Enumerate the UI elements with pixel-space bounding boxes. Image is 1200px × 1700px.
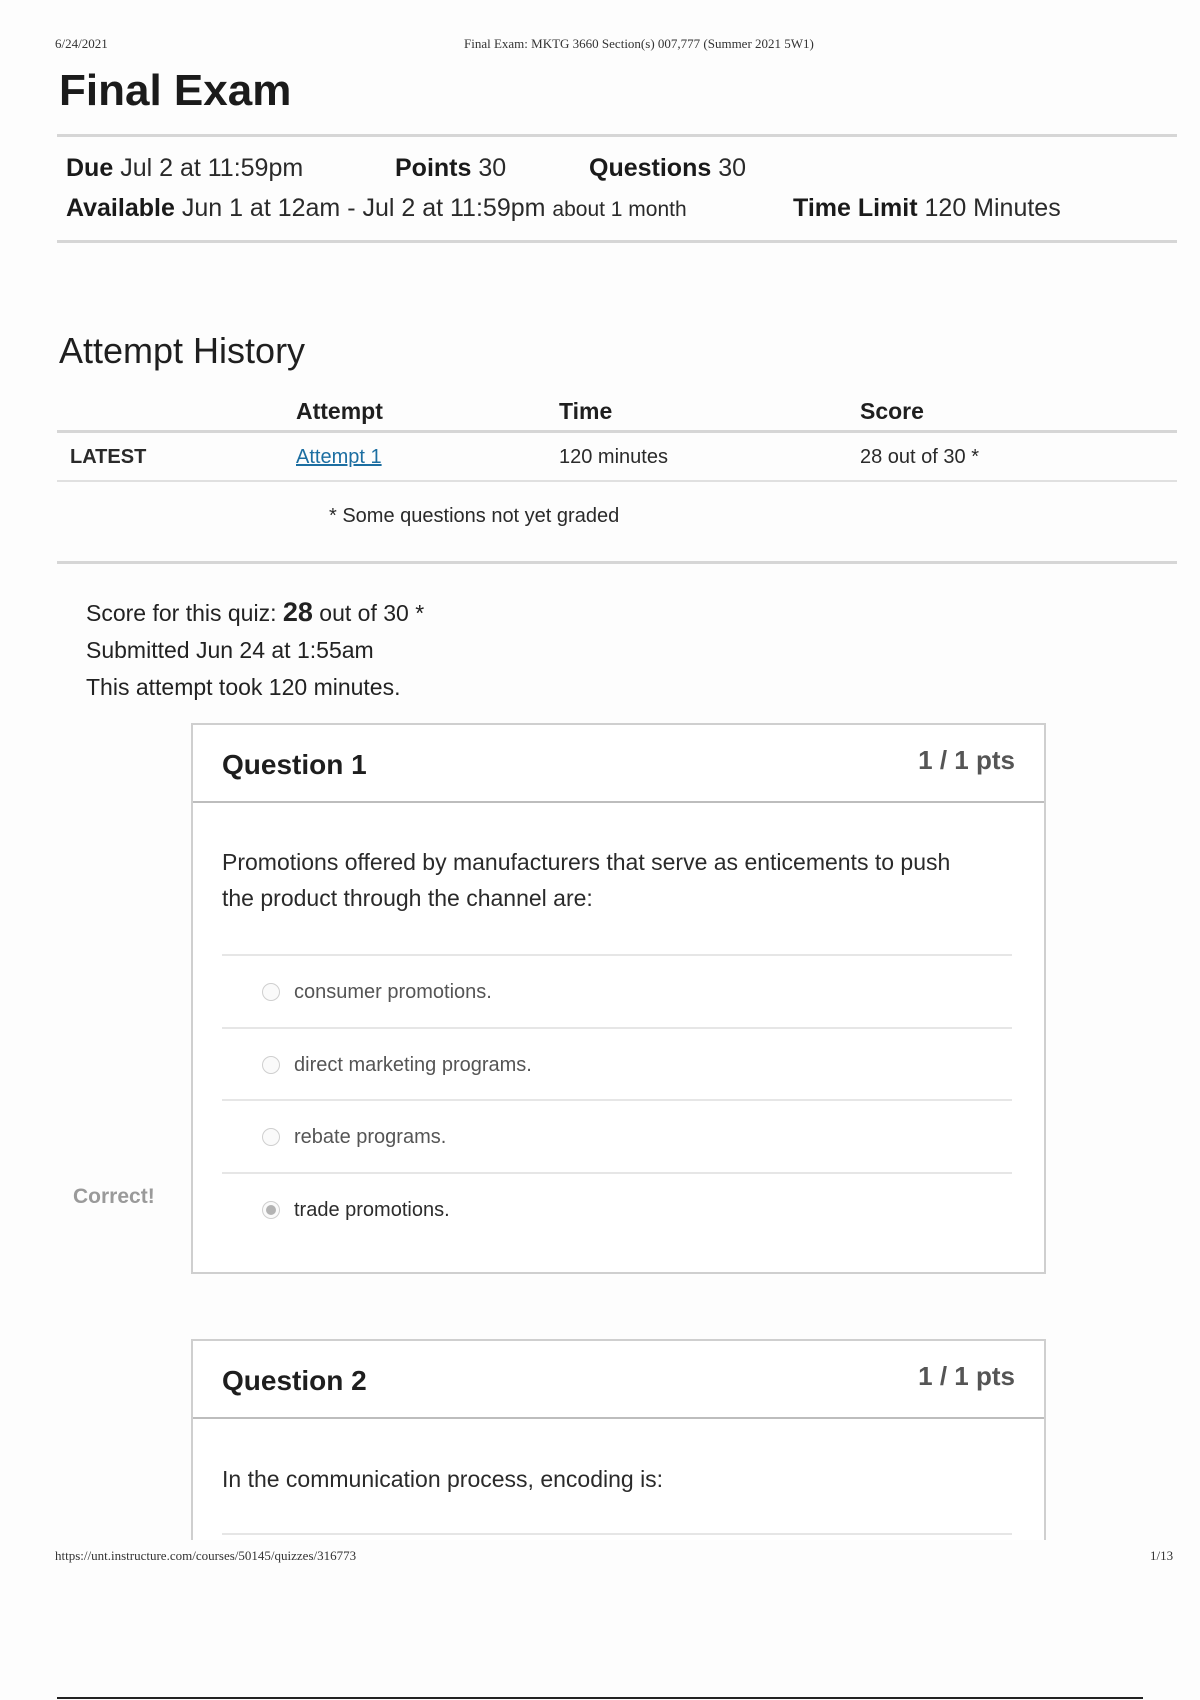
question-1-card [191,723,1046,1274]
points-detail [395,154,506,183]
time-limit-value: 120 Minutes [924,194,1061,222]
time-limit-detail [793,194,1061,223]
available-label: Available [66,194,175,222]
print-header-title: Final Exam: MKTG 3660 Section(s) 007,777 (Summer 2021 5W1) [464,36,814,51]
radio-selected-icon[interactable] [262,1201,280,1219]
duration-line: This attempt took 120 minutes. [86,674,401,700]
question-2-title: Question 2 [222,1365,367,1396]
answer-label: direct marketing programs. [294,1053,532,1076]
answer-divider [222,1099,1012,1101]
correct-answer-flag: Correct! [73,1185,155,1208]
answer-divider [222,1027,1012,1029]
question-2-header [193,1341,1044,1419]
quiz-score-suffix: out of 30 * [319,600,425,626]
questions-label: Questions [589,154,712,182]
latest-tag: LATEST [70,446,147,468]
column-header-attempt: Attempt [296,398,383,424]
available-value: Jun 1 at 12am - Jul 2 at 11:59pm [181,194,546,222]
attempt-time: 120 minutes [559,446,668,468]
question-1-header [193,725,1044,803]
attempt-history-title: Attempt History [59,330,306,371]
answer-option-3[interactable] [262,1122,446,1152]
print-date: 6/24/2021 [55,36,108,51]
points-value: 30 [478,154,507,182]
quiz-score-line [86,594,424,632]
table-row-divider [57,480,1177,482]
radio-unselected-icon[interactable] [262,983,280,1001]
points-label: Points [395,154,472,182]
table-header-divider [57,430,1177,433]
answer-option-2[interactable] [262,1050,532,1080]
availability-detail [66,194,687,223]
questions-value: 30 [718,154,747,182]
answer-divider [222,1533,1012,1535]
question-1-text: Promotions offered by manufacturers that serve as enticements to push the product through the channel are: [222,849,951,911]
question-2-points: 1 / 1 pts [918,1361,1015,1391]
answer-divider [222,954,1012,956]
print-footer-url: https://unt.instructure.com/courses/50145/quizzes/316773 [55,1548,357,1563]
questions-detail [589,154,746,183]
answer-divider [222,1172,1012,1174]
divider [57,561,1177,564]
time-limit-label: Time Limit [793,194,918,222]
question-2-text: In the communication process, encoding is: [222,1466,664,1492]
question-2-card [191,1339,1046,1540]
quiz-details-row-1 [66,154,303,183]
column-header-score: Score [860,398,924,424]
divider [57,240,1177,243]
submitted-line: Submitted Jun 24 at 1:55am [86,637,374,663]
bottom-rule [57,1697,1143,1699]
radio-unselected-icon[interactable] [262,1056,280,1074]
attempt-score: 28 out of 30 * [860,446,979,468]
page-title: Final Exam [59,66,292,115]
answer-option-1[interactable] [262,977,492,1007]
quiz-score-value: 28 [282,597,313,627]
answer-label: rebate programs. [294,1125,447,1148]
due-value: Jul 2 at 11:59pm [120,154,304,182]
answer-label: consumer promotions. [294,980,492,1003]
radio-unselected-icon[interactable] [262,1128,280,1146]
score-summary [86,594,424,706]
print-page-number: 1/13 [1150,1548,1174,1563]
due-label: Due [66,154,114,182]
answer-option-4-selected[interactable] [262,1195,450,1225]
answer-label: trade promotions. [294,1198,450,1221]
quiz-score-prefix: Score for this quiz: [86,600,277,626]
available-note: about 1 month [552,198,687,221]
column-header-time: Time [559,398,613,424]
attempt-1-link[interactable]: Attempt 1 [296,446,382,468]
divider [57,134,1177,137]
question-1-title: Question 1 [222,749,367,780]
question-1-points: 1 / 1 pts [918,745,1015,775]
grading-footnote: * Some questions not yet graded [329,505,620,527]
